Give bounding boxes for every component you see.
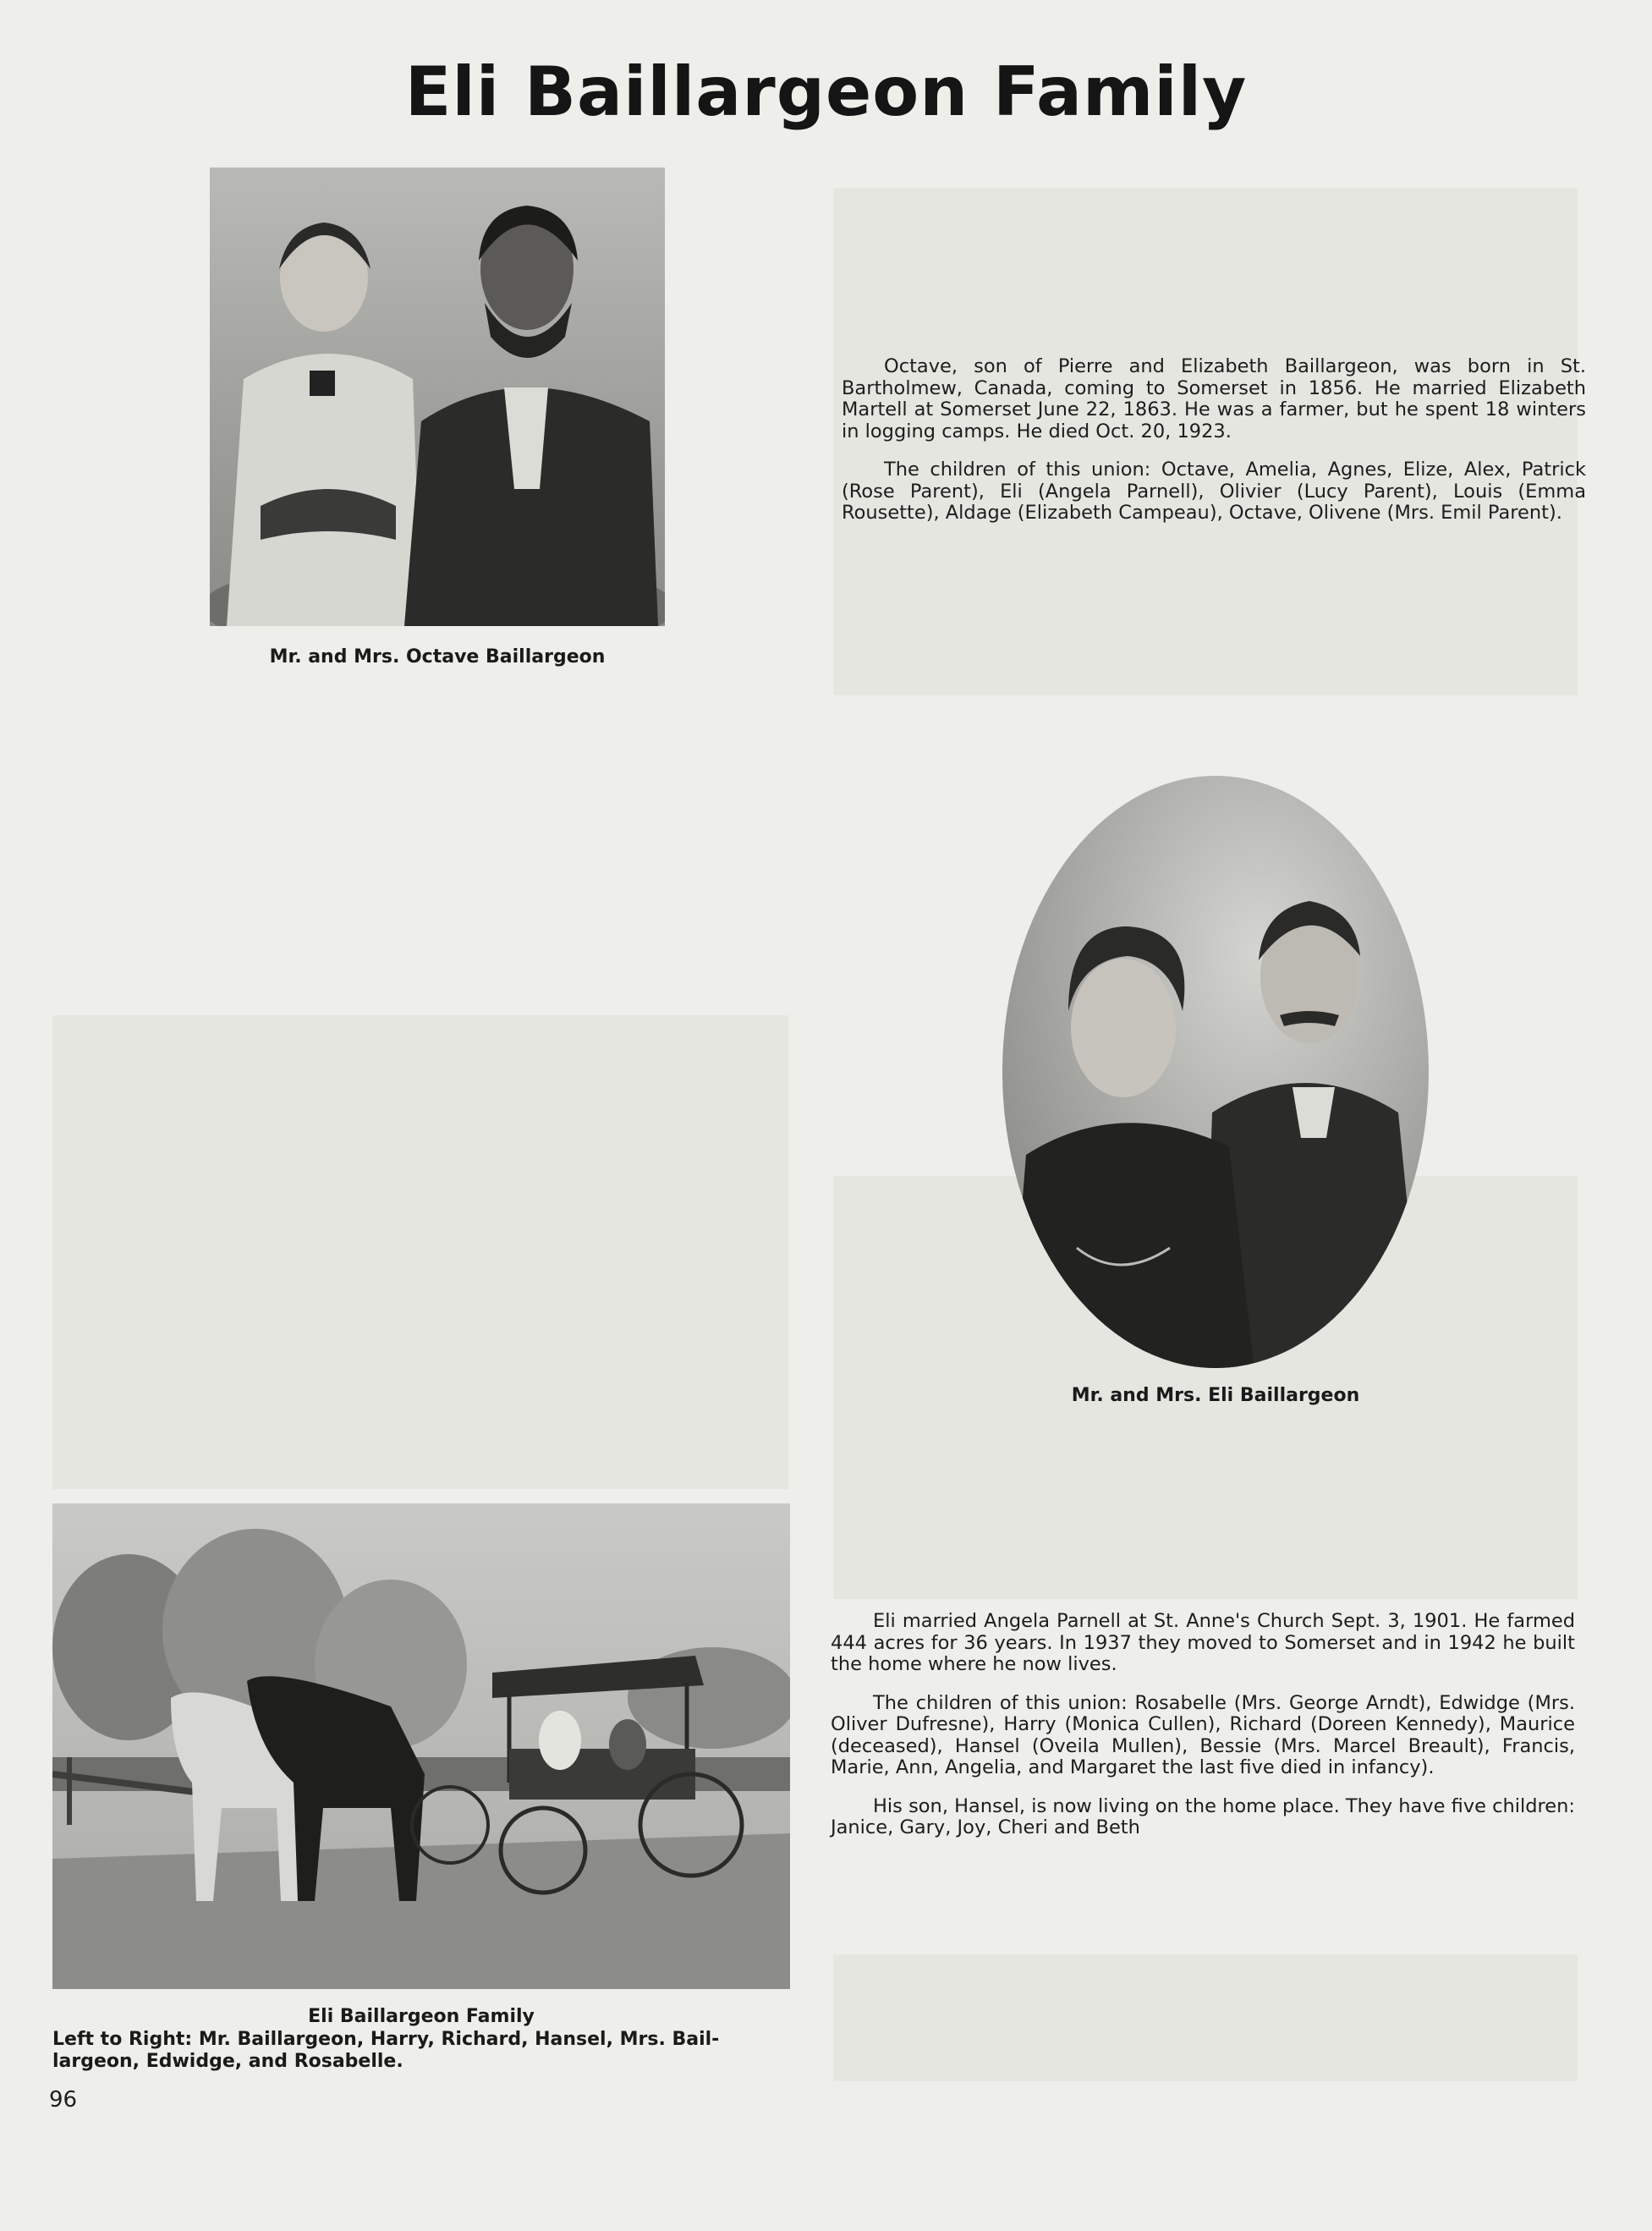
eli-couple-photo: [1001, 774, 1430, 1371]
octave-couple-photo: [210, 168, 665, 626]
show-through-block: [833, 1954, 1578, 2081]
octave-couple-caption: Mr. and Mrs. Octave Baillargeon: [269, 646, 606, 668]
page-number: 96: [49, 2087, 78, 2113]
show-through-block: [52, 1015, 788, 1489]
eli-paragraph-2: The children of this union: Rosabelle (Mrs. George Arndt), Edwidge (Mrs. Oliver Dufresne), Harry (Monica Cullen), Richard (Doreen Kennedy), Maurice (deceased), Hansel (Oveila Mullen), Bessie (Mrs. Marcel Breault), Francis, Marie, Ann, Angelia, and Margaret the last five died in infancy).: [831, 1691, 1575, 1778]
page-title: Eli Baillargeon Family: [404, 52, 1248, 131]
octave-biography: [842, 356, 1586, 541]
eli-couple-caption: Mr. and Mrs. Eli Baillargeon: [1071, 1385, 1360, 1406]
family-buggy-caption-line-1: Left to Right: Mr. Baillargeon, Harry, Richard, Hansel, Mrs. Bail-: [52, 2029, 720, 2050]
octave-paragraph-2: The children of this union: Octave, Amelia, Agnes, Elize, Alex, Patrick (Rose Parent), Eli (Angela Parnell), Olivier (Lucy Parent), Louis (Emma Rousette), Aldage (Elizabeth Campeau), Octave, Olivene (Mrs. Emil Parent).: [842, 459, 1586, 524]
family-buggy-photo: [52, 1503, 790, 1989]
family-buggy-caption-title: Eli Baillargeon Family: [308, 2006, 535, 2027]
octave-paragraph-1: Octave, son of Pierre and Elizabeth Baillargeon, was born in St. Bartholmew, Canada, coming to Somerset in 1856. He married Elizabeth Martell at Somerset June 22, 1863. He was a farmer, but he spent 18 winters in logging camps. He died Oct. 20, 1923.: [842, 355, 1586, 442]
eli-paragraph-1: Eli married Angela Parnell at St. Anne's Church Sept. 3, 1901. He farmed 444 acres for 36 years. In 1937 they moved to Somerset and in 1942 he built the home where he now lives.: [831, 1610, 1575, 1675]
eli-paragraph-3: His son, Hansel, is now living on the home place. They have five children: Janice, Gary, Joy, Cheri and Beth: [831, 1794, 1575, 1838]
family-buggy-caption-line-2: largeon, Edwidge, and Rosabelle.: [52, 2051, 403, 2072]
eli-biography: [831, 1611, 1575, 1856]
